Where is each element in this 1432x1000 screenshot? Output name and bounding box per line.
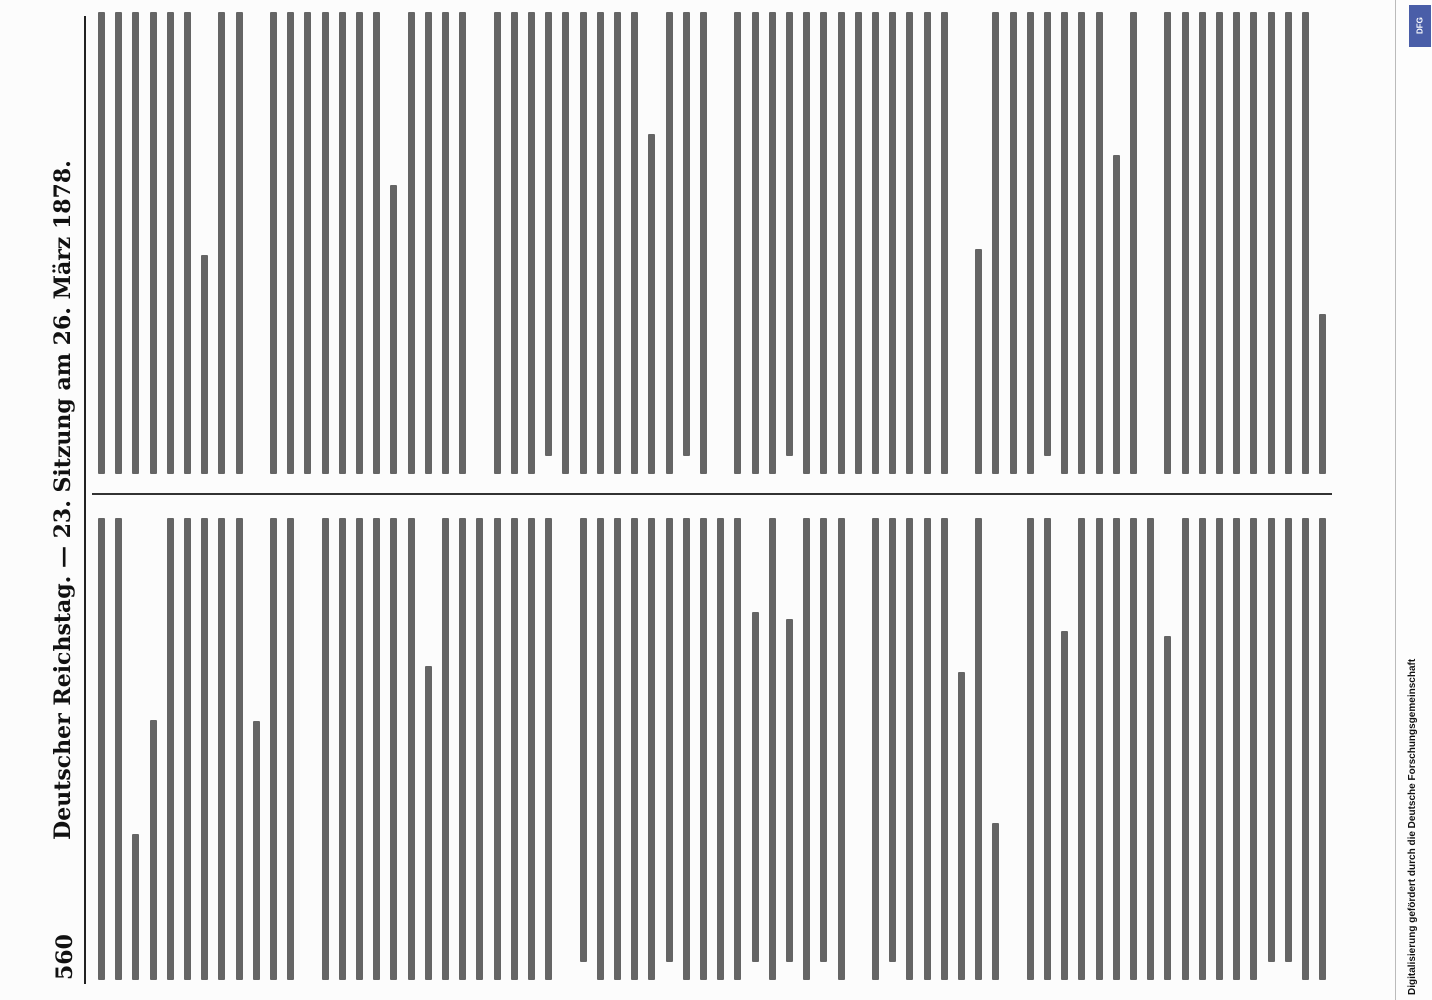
text-line [580,12,587,474]
text-line [339,12,346,474]
text-line [666,518,673,962]
text-line [322,12,329,474]
text-line [820,518,827,962]
text-line [132,834,139,980]
text-line [855,12,862,474]
text-line [648,518,655,980]
text-line [769,12,776,474]
text-line [700,518,707,980]
text-line [425,12,432,474]
text-line [580,518,587,962]
text-line [597,12,604,474]
text-line [253,721,260,980]
text-line [218,518,225,980]
header-rule [84,16,86,984]
text-line [1319,518,1326,980]
text-line [476,518,483,980]
text-line [390,518,397,980]
text-line [838,518,845,980]
text-line [958,672,965,980]
text-line [201,255,208,474]
text-line [906,12,913,474]
text-line [562,12,569,474]
text-line [786,619,793,962]
text-line [1130,518,1137,980]
text-line [752,612,759,962]
text-line [614,12,621,474]
text-line [1027,12,1034,474]
text-line [1199,518,1206,980]
text-line [614,518,621,980]
text-line [218,12,225,474]
text-line [975,249,982,474]
text-line [803,518,810,980]
text-line [167,12,174,474]
text-line [1044,12,1051,456]
text-line [1285,518,1292,962]
text-line [889,518,896,962]
text-line [459,12,466,474]
text-line [941,12,948,474]
text-line [167,518,174,980]
text-line [666,12,673,474]
text-line [1130,12,1137,474]
text-line [752,12,759,474]
text-line [1233,12,1240,474]
text-line [373,12,380,474]
text-line [270,518,277,980]
text-line [115,12,122,474]
text-line [769,518,776,980]
text-line [717,518,724,980]
text-line [1078,518,1085,980]
text-line [1268,12,1275,474]
text-line [1268,518,1275,962]
text-line [786,12,793,456]
text-line [924,518,931,980]
text-line [1113,518,1120,980]
text-line [975,518,982,980]
text-line [1199,12,1206,474]
text-line [941,518,948,980]
text-line [648,134,655,474]
text-line [734,518,741,980]
text-column-right [98,12,1338,474]
text-line [1096,518,1103,980]
text-line [992,823,999,980]
text-line [373,518,380,980]
running-head: Deutscher Reichstag. — 23. Sitzung am 26. März 1878. [50,160,76,840]
text-line [1319,314,1326,474]
text-line [1147,518,1154,980]
text-line [597,518,604,980]
digitization-credit: Digitalisierung gefördert durch die Deutsche Forschungsgemeinschaft [1407,658,1418,995]
text-line [838,12,845,474]
text-line [1302,12,1309,474]
text-line [545,518,552,980]
text-line [1096,12,1103,474]
text-line [631,12,638,474]
text-line [356,12,363,474]
text-line [683,12,690,456]
text-line [425,666,432,980]
text-line [442,12,449,474]
text-line [700,12,707,474]
text-line [132,12,139,474]
text-line [236,518,243,980]
text-line [1164,12,1171,474]
text-line [390,185,397,474]
text-line [98,518,105,980]
text-line [1216,12,1223,474]
text-line [1182,12,1189,474]
text-line [872,518,879,980]
text-line [115,518,122,980]
column-divider [92,493,1332,495]
text-line [287,12,294,474]
text-line [339,518,346,980]
text-line [1285,12,1292,474]
text-line [304,12,311,474]
text-line [1061,631,1068,980]
text-line [98,12,105,474]
text-line [1061,12,1068,474]
text-line [511,12,518,474]
text-line [528,518,535,980]
text-line [511,518,518,980]
text-line [150,12,157,474]
text-line [442,518,449,980]
text-line [803,12,810,474]
text-line [1044,518,1051,980]
text-line [528,12,535,474]
text-line [184,12,191,474]
text-column-left [98,518,1338,980]
text-line [408,518,415,980]
text-line [820,12,827,474]
text-line [322,518,329,980]
text-line [494,12,501,474]
text-line [287,518,294,980]
page-number: 560 [52,934,78,980]
text-line [889,12,896,474]
text-line [1164,636,1171,980]
text-line [1233,518,1240,980]
text-line [906,518,913,980]
text-line [1010,12,1017,474]
text-line [992,12,999,474]
text-line [631,518,638,980]
text-line [184,518,191,980]
text-line [236,12,243,474]
text-line [924,12,931,474]
text-line [1250,12,1257,474]
text-line [459,518,466,980]
text-line [734,12,741,474]
text-line [270,12,277,474]
text-line [150,720,157,980]
text-line [1078,12,1085,474]
text-line [1027,518,1034,980]
text-line [1250,518,1257,980]
text-line [683,518,690,980]
text-line [872,12,879,474]
text-line [356,518,363,980]
text-line [201,518,208,980]
text-line [545,12,552,456]
text-line [494,518,501,980]
text-line [408,12,415,474]
scan-margin-edge [1395,0,1396,1000]
text-line [1216,518,1223,980]
text-line [1302,518,1309,980]
text-line [1182,518,1189,980]
dfg-logo: DFG [1409,5,1431,47]
text-line [1113,155,1120,474]
